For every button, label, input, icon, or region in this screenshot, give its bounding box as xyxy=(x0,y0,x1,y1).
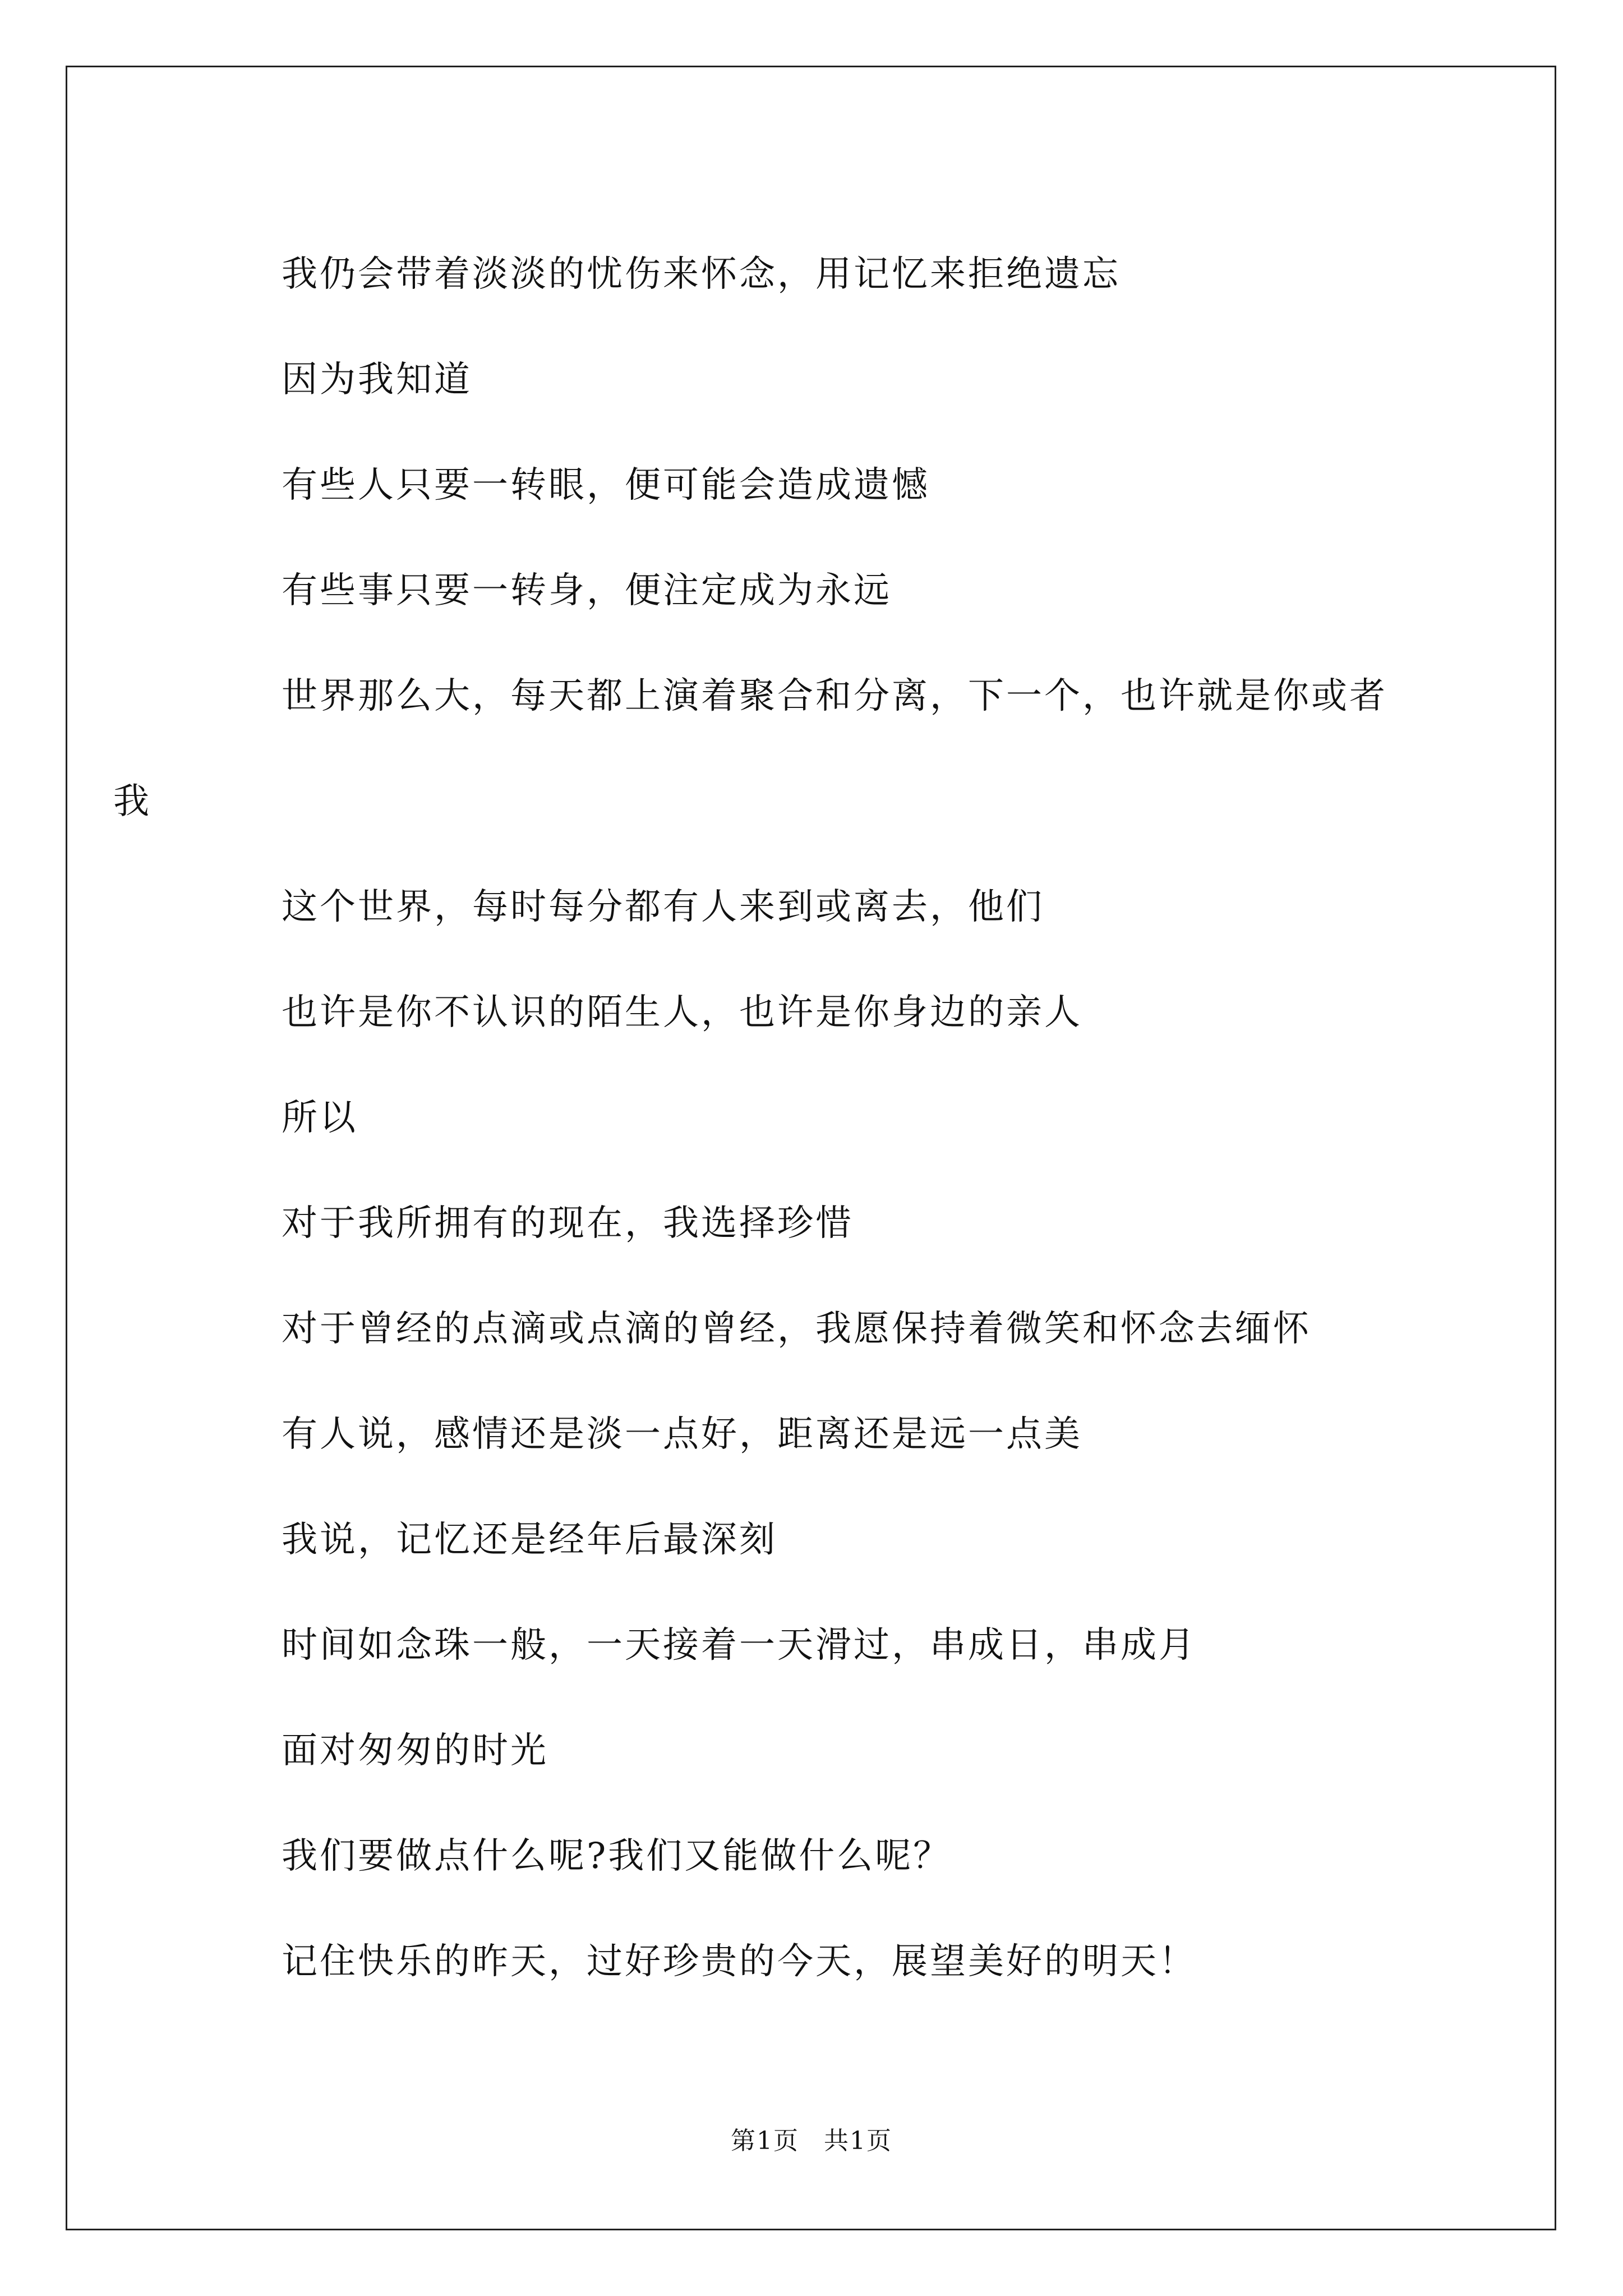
paragraph: 我说，记忆还是经年后最深刻 xyxy=(282,1519,777,1561)
paragraph: 时间如念珠一般，一天接着一天滑过，串成日，串成月 xyxy=(282,1625,1197,1666)
paragraph: 记住快乐的昨天，过好珍贵的今天，展望美好的明天！ xyxy=(282,1941,1197,1982)
paragraph: 有人说，感情还是淡一点好，距离还是远一点美 xyxy=(282,1414,1082,1455)
page-number: 第1页 xyxy=(731,2127,799,2155)
paragraph: 这个世界，每时每分都有人来到或离去，他们 xyxy=(282,886,1044,928)
paragraph: 我们要做点什么呢?我们又能做什么呢？ xyxy=(282,1835,952,1877)
paragraph: 对于我所拥有的现在，我选择珍惜 xyxy=(282,1203,854,1244)
page-total: 共1页 xyxy=(824,2127,892,2155)
paragraph: 对于曾经的点滴或点滴的曾经，我愿保持着微笑和怀念去缅怀 xyxy=(282,1308,1311,1350)
paragraph: 所以 xyxy=(282,1097,358,1139)
paragraph: 因为我知道 xyxy=(282,359,472,401)
page-footer xyxy=(0,2120,1623,2156)
paragraph: 面对匆匆的时光 xyxy=(282,1730,548,1772)
paragraph: 有些人只要一转眼，便可能会造成遗憾 xyxy=(282,464,930,506)
paragraph: 也许是你不认识的陌生人，也许是你身边的亲人 xyxy=(282,992,1082,1033)
paragraph: 我仍会带着淡淡的忧伤来怀念，用记忆来拒绝遗忘 xyxy=(282,254,1121,295)
document-body xyxy=(113,222,1431,2014)
paragraph: 世界那么大，每天都上演着聚合和分离，下一个，也许就是你或者我 xyxy=(113,675,1387,822)
paragraph: 有些事只要一转身，便注定成为永远 xyxy=(282,570,892,611)
